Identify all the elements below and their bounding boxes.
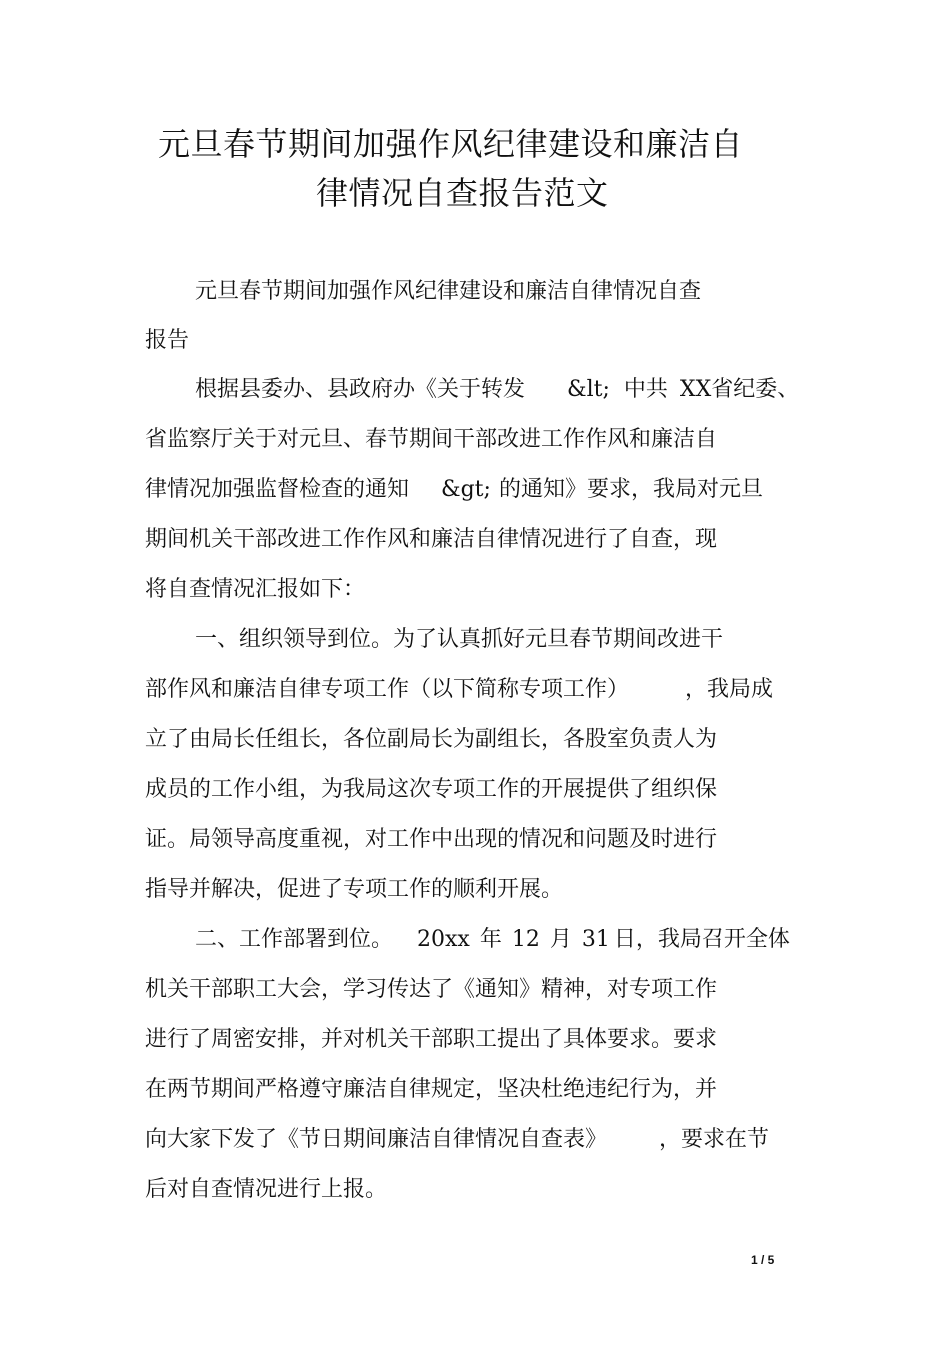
paragraph-4-line-6: 后对自查情况进行上报。 <box>145 1177 388 1202</box>
paragraph-2-line-3 <box>145 475 763 505</box>
paragraph-4-line-1 <box>195 925 790 955</box>
paragraph-2-line-3-text-c: 的通知》要求，我局对元旦 <box>498 477 763 502</box>
paragraph-2-line-2: 省监察厅关于对元旦、春节期间干部改进工作作风和廉洁自 <box>145 427 718 452</box>
paragraph-4-line-1-text-g: 日，我局召开全体 <box>613 927 790 952</box>
paragraph-3-line-3: 立了由局长任组长，各位副局长为副组长，各股室负责人为 <box>145 727 718 752</box>
paragraph-3-line-2-text-a: 部作风和廉洁自律专项工作（以下简称专项工作） <box>145 677 630 702</box>
page-number: 1 / 5 <box>751 1253 775 1267</box>
paragraph-2-line-1 <box>195 375 799 405</box>
paragraph-3-line-1: 一、组织领导到位。为了认真抓好元旦春节期间改进干 <box>195 627 724 652</box>
paragraph-4-line-1-month: 12 <box>511 927 540 952</box>
paragraph-2-line-5: 将自查情况汇报如下： <box>145 577 366 602</box>
paragraph-1-line-2: 报告 <box>145 328 190 353</box>
paragraph-4-line-4: 在两节期间严格遵守廉洁自律规定，坚决杜绝违纪行为，并 <box>145 1077 718 1102</box>
paragraph-2-line-1-text-a: 根据县委办、县政府办《关于转发 <box>195 377 526 402</box>
paragraph-4-line-5-text-a: 向大家下发了《节日期间廉洁自律情况自查表》 <box>145 1127 608 1152</box>
document-title-line-1: 元旦春节期间加强作风纪律建设和廉洁自 <box>158 125 744 163</box>
document-title-line-2: 律情况自查报告范文 <box>316 174 609 212</box>
paragraph-2-line-1-lt: &lt; <box>567 377 610 402</box>
paragraph-2-line-1-text-c: 中共 <box>623 377 668 402</box>
paragraph-4-line-5 <box>145 1125 769 1155</box>
paragraph-2-line-4: 期间机关干部改进工作作风和廉洁自律情况进行了自查，现 <box>145 527 718 552</box>
paragraph-4-line-1-text-a: 二、工作部署到位。 <box>195 927 394 952</box>
paragraph-4-line-1-year: 20xx <box>417 927 470 952</box>
paragraph-3-line-5: 证。局领导高度重视，对工作中出现的情况和问题及时进行 <box>145 827 718 852</box>
paragraph-4-line-1-text-c: 年 <box>479 927 502 952</box>
paragraph-4-line-1-text-e: 月 <box>549 927 572 952</box>
paragraph-2-line-3-text-a: 律情况加强监督检查的通知 <box>145 477 410 502</box>
paragraph-3-line-2-text-b: ，我局成 <box>685 677 774 702</box>
paragraph-3-line-6: 指导并解决，促进了专项工作的顺利开展。 <box>145 877 564 902</box>
paragraph-3-line-4: 成员的工作小组，为我局这次专项工作的开展提供了组织保 <box>145 777 718 802</box>
paragraph-2-line-3-gt: &gt; <box>441 477 491 502</box>
paragraph-4-line-2: 机关干部职工大会，学习传达了《通知》精神，对专项工作 <box>145 977 718 1002</box>
paragraph-4-line-3: 进行了周密安排，并对机关干部职工提出了具体要求。要求 <box>145 1027 718 1052</box>
paragraph-3-line-2 <box>145 675 773 705</box>
paragraph-4-line-1-day: 31 <box>581 927 610 952</box>
paragraph-1-line-1: 元旦春节期间加强作风纪律建设和廉洁自律情况自查 <box>195 279 702 304</box>
paragraph-2-line-1-text-d: XX省纪委、 <box>679 377 800 402</box>
paragraph-4-line-5-text-b: ，要求在节 <box>659 1127 770 1152</box>
